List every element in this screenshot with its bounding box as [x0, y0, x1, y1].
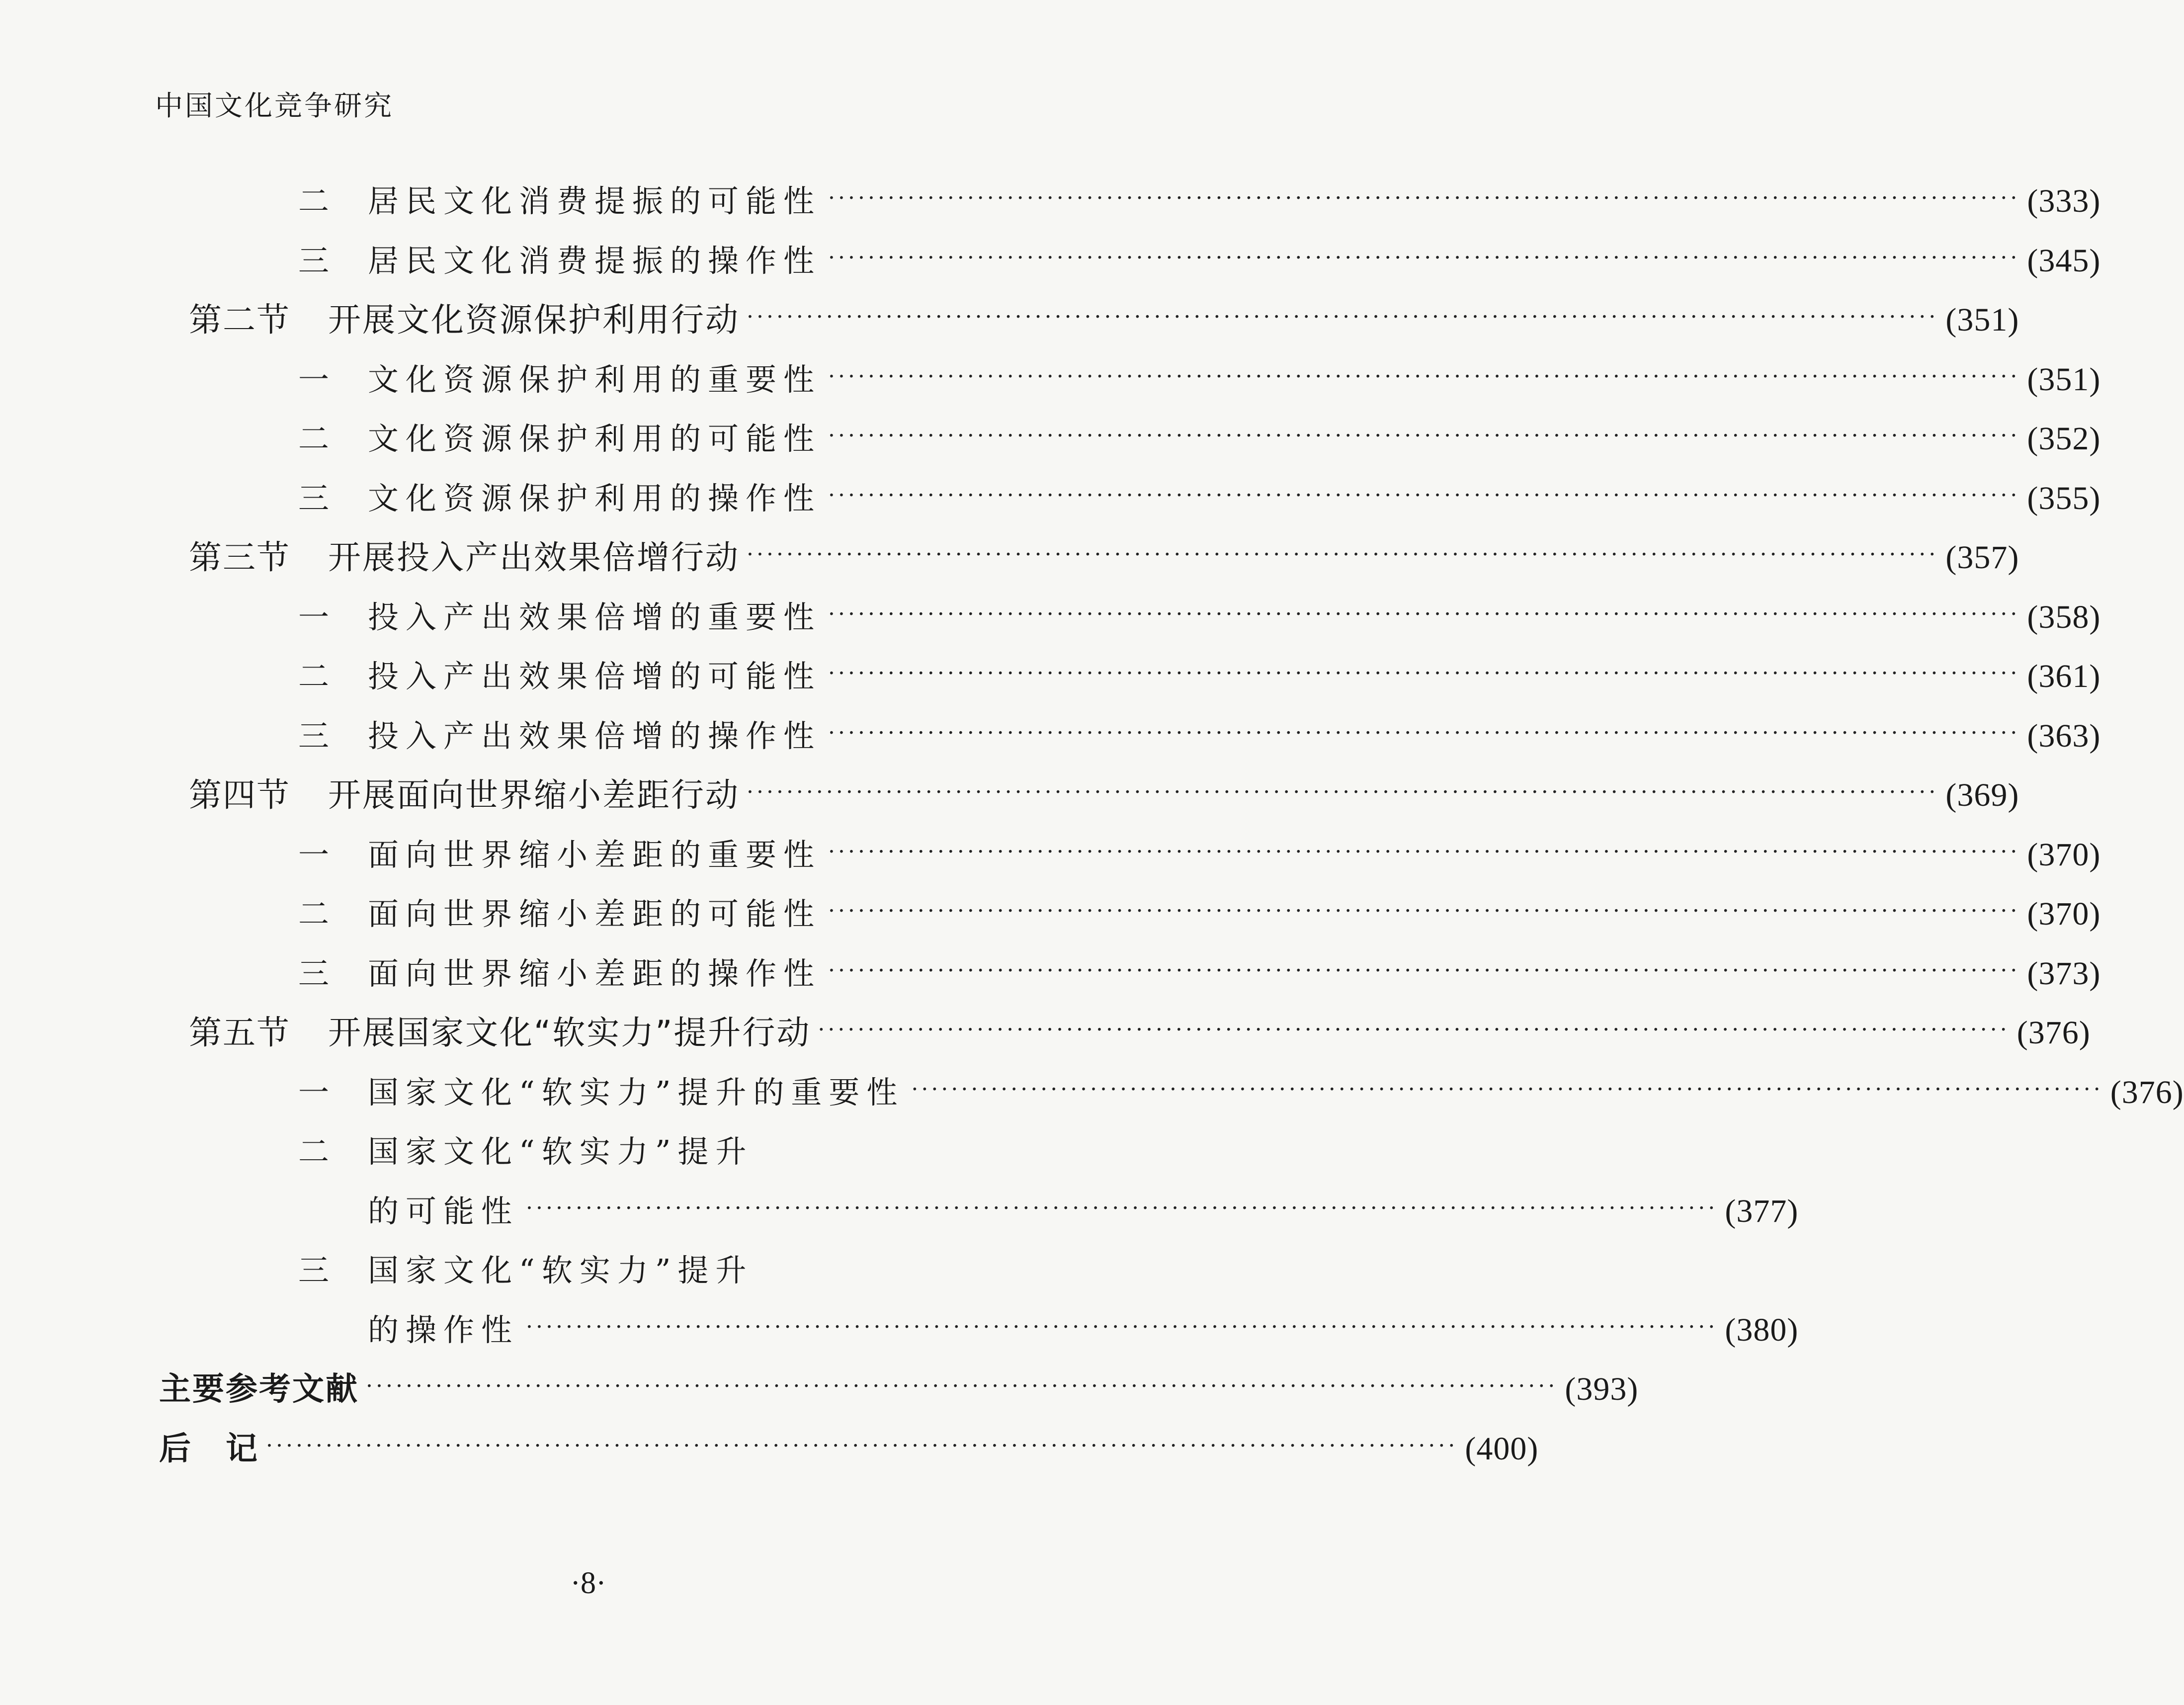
- toc-entry-page: (400): [1465, 1430, 1539, 1467]
- toc-entry-page: (363): [2027, 717, 2101, 754]
- toc-entry-title: 居民文化消费提振的操作性: [368, 242, 822, 279]
- toc-entry-title-cont: 的操作性: [368, 1311, 519, 1348]
- toc-entry: [189, 535, 2019, 580]
- toc-entry: [298, 476, 2101, 521]
- leader-dots: ························································································································: [828, 601, 2020, 627]
- toc-entry-page: (380): [1725, 1311, 1799, 1348]
- leader-dots: ························································································································: [828, 245, 2020, 270]
- toc-entry: [159, 1427, 1539, 1471]
- leader-dots: ························································································································: [747, 542, 1939, 567]
- toc-entry-number: 二: [298, 421, 330, 457]
- toc-entry: [298, 833, 2101, 877]
- toc-entry-title: 开展文化资源保护利用行动: [328, 301, 740, 339]
- toc-entry-number: 三: [298, 480, 330, 516]
- toc-entry-title: 面向世界缩小差距的可能性: [368, 896, 822, 932]
- leader-dots: ························································································································: [828, 185, 2020, 211]
- toc-entry-page: (358): [2027, 598, 2101, 635]
- toc-entry-title: 面向世界缩小差距的重要性: [368, 836, 822, 873]
- toc-entry: [189, 1011, 2091, 1055]
- toc-entry-title: 投入产出效果倍增的可能性: [368, 658, 822, 694]
- toc-entry-page: (376): [2110, 1074, 2184, 1110]
- toc-entry-number: 第三节: [189, 538, 290, 577]
- toc-entry-page: (345): [2027, 242, 2101, 279]
- toc-entry: [298, 714, 2101, 759]
- toc-entry-page: (370): [2027, 836, 2101, 873]
- toc-entry-title: 投入产出效果倍增的操作性: [368, 717, 822, 754]
- toc-entry-title: 投入产出效果倍增的重要性: [368, 598, 822, 635]
- toc-entry-page: (373): [2027, 955, 2101, 992]
- leader-dots: ························································································································: [818, 1017, 2010, 1042]
- leader-dots: ························································································································: [828, 423, 2020, 448]
- toc-entry-title: 国家文化“软实力”提升: [368, 1252, 754, 1288]
- leader-dots: ························································································································: [828, 898, 2020, 924]
- toc-entry-page: (357): [1945, 539, 2019, 576]
- toc-entry-page: (352): [2027, 421, 2101, 457]
- toc-entry-title: 开展国家文化“软实力”提升行动: [328, 1014, 811, 1052]
- toc-entry: [159, 1367, 1639, 1412]
- toc-entry-title: 国家文化“软实力”提升: [368, 1133, 754, 1170]
- toc-entry-number: 第四节: [189, 776, 290, 814]
- leader-dots: ························································································································: [828, 957, 2020, 983]
- toc-entry-page: (361): [2027, 658, 2101, 694]
- toc-entry-title: 文化资源保护利用的操作性: [368, 480, 822, 516]
- toc-entry-page: (376): [2016, 1015, 2091, 1051]
- toc-entry: [298, 357, 2101, 402]
- toc-entry-title: 面向世界缩小差距的操作性: [368, 955, 822, 992]
- toc-entry-title: 开展投入产出效果倍增行动: [328, 538, 740, 577]
- toc-entry: [298, 179, 2101, 224]
- leader-dots: ························································································································: [911, 1076, 2103, 1102]
- toc-entry-title: 主要参考文献: [159, 1371, 359, 1408]
- toc-entry-number: 三: [298, 242, 330, 279]
- toc-entry: [298, 654, 2101, 699]
- toc-entry-number: 一: [298, 1074, 330, 1110]
- toc-entry: [298, 1248, 1021, 1293]
- toc-entry-title: 后 记: [159, 1430, 259, 1467]
- toc-entry-continuation: [368, 1189, 1799, 1234]
- toc-entry-number: 第二节: [189, 301, 290, 339]
- leader-dots: ························································································································: [828, 839, 2020, 864]
- leader-dots: ························································································································: [828, 661, 2020, 686]
- toc-entry: [298, 239, 2101, 283]
- leader-dots: ························································································································: [828, 720, 2020, 746]
- leader-dots: ························································································································: [526, 1314, 1718, 1340]
- toc-entry-page: (351): [2027, 361, 2101, 398]
- toc-entry: [298, 595, 2101, 640]
- toc-entry: [298, 1070, 2184, 1115]
- toc-entry-page: (393): [1565, 1371, 1639, 1407]
- toc-entry-number: 二: [298, 896, 330, 932]
- toc-entry-number: 二: [298, 183, 330, 219]
- toc-entry-page: (333): [2027, 183, 2101, 219]
- toc-entry-number: 三: [298, 955, 330, 992]
- leader-dots: ························································································································: [747, 779, 1939, 805]
- running-head: 中国文化竞争研究: [155, 90, 394, 122]
- toc-entry-number: 第五节: [189, 1014, 290, 1052]
- toc-entry-number: 三: [298, 717, 330, 754]
- toc-entry: [189, 773, 2019, 818]
- toc-entry: [298, 417, 2101, 461]
- toc-entry-number: 二: [298, 658, 330, 694]
- toc-entry-number: 三: [298, 1252, 330, 1288]
- toc-entry-page: (351): [1945, 302, 2019, 338]
- toc-entry: [298, 951, 2101, 996]
- toc-entry: [298, 1129, 1021, 1174]
- toc-entry-title: 开展面向世界缩小差距行动: [328, 776, 740, 814]
- leader-dots: ························································································································: [747, 304, 1939, 330]
- toc-entry-title: 居民文化消费提振的可能性: [368, 183, 822, 219]
- toc-entry-continuation: [368, 1308, 1799, 1353]
- toc-entry: [298, 892, 2101, 937]
- toc-entry-page: (377): [1725, 1193, 1799, 1229]
- leader-dots: ························································································································: [526, 1195, 1718, 1221]
- leader-dots: ························································································································: [366, 1373, 1558, 1399]
- toc-entry-title-cont: 的可能性: [368, 1193, 519, 1229]
- toc-entry-title: 文化资源保护利用的重要性: [368, 361, 822, 398]
- toc-entry-page: (369): [1945, 777, 2019, 813]
- toc-entry: [189, 298, 2019, 342]
- toc-entry-title: 文化资源保护利用的可能性: [368, 421, 822, 457]
- leader-dots: ························································································································: [828, 363, 2020, 389]
- leader-dots: ························································································································: [266, 1433, 1458, 1458]
- toc-entry-number: 一: [298, 836, 330, 873]
- toc-entry-page: (370): [2027, 896, 2101, 932]
- toc-entry-title: 国家文化“软实力”提升的重要性: [368, 1074, 905, 1110]
- toc-entry-page: (355): [2027, 480, 2101, 516]
- toc-entry-number: 一: [298, 361, 330, 398]
- toc-entry-number: 一: [298, 598, 330, 635]
- page-folio: ·8·: [570, 1566, 606, 1600]
- leader-dots: ························································································································: [828, 482, 2020, 508]
- toc-entry-number: 二: [298, 1133, 330, 1170]
